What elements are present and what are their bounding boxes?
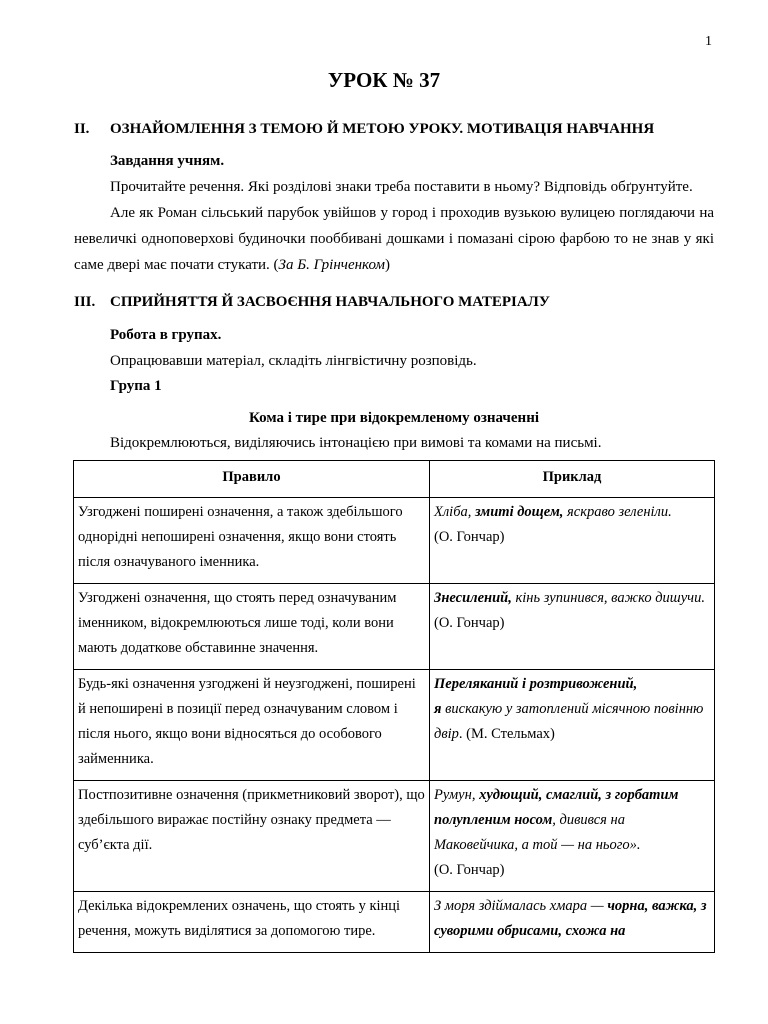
example-cell: Знесилений, кінь зупинився, важко дишучи. (О. Гончар): [430, 584, 715, 670]
group-label: Група 1: [110, 378, 162, 394]
rule-cell: Узгоджені поширені означення, а також здебільшого однорідні непоширені означення, якщо вони стоять після означуваного іменника.: [74, 498, 430, 584]
rule-cell: Узгоджені означення, що стоять перед означуваним іменником, відокремлюються лише тоді, коли вони мають додаткове обставинне значення.: [74, 584, 430, 670]
section-number: III.: [74, 294, 96, 310]
header-example: Приклад: [430, 461, 715, 498]
rule-cell: Постпозитивне означення (прикметниковий зворот), що здебільшого виражає постійну ознаку предмета — суб’єкта дії.: [74, 781, 430, 892]
task-sentence: [74, 200, 714, 278]
section-heading-3: [74, 294, 714, 311]
topic-title: Кома і тире при відокремленому означенні: [248, 410, 540, 426]
task-text: Прочитайте речення. Які розділові знаки треба поставити в ньому? Відповідь обґрунтуйте.: [110, 179, 693, 195]
table-row: [74, 781, 715, 892]
sentence-source: За Б. Грінченком: [278, 257, 385, 273]
sentence-text: Але як Роман сільський парубок увійшов у город і проходив вузькою вулицею поглядаючи на невеличкі одноповерхові будиночки пооббивані дошками і помазані сірою фарбою то не знав у які саме двері має почати стукати. (: [74, 205, 714, 273]
table-row: [74, 670, 715, 781]
task-label: Завдання учням.: [110, 153, 225, 169]
lesson-title: УРОК № 37: [327, 68, 441, 92]
example-cell: Хліба, змиті дощем, яскраво зеленіли. (О. Гончар): [430, 498, 715, 584]
page-number: 1: [705, 34, 712, 49]
work-text: Опрацювавши матеріал, складіть лінгвістичну розповідь.: [110, 353, 477, 369]
table-row: [74, 498, 715, 584]
table-row: [74, 892, 715, 953]
rule-cell: Будь-які означення узгоджені й неузгоджені, поширені й непоширені в позиції перед означуваним словом і після нього, якщо вони відносяться до особового займенника.: [74, 670, 430, 781]
rule-cell: Декілька відокремлених означень, що стоять у кінці речення, можуть виділятися за допомогою тире.: [74, 892, 430, 953]
rules-table: [73, 460, 715, 953]
table-header-row: [74, 461, 715, 498]
work-label: Робота в групах.: [110, 327, 222, 343]
example-cell: Румун, худющий, смаглий, з горбатим полупленим носом, дивився на Маковейчика, а той — на нього». (О. Гончар): [430, 781, 715, 892]
sentence-source-close: ): [385, 257, 390, 273]
topic-text: Відокремлюються, виділяючись інтонацією при вимові та комами на письмі.: [110, 435, 602, 451]
section-heading-2: [74, 121, 714, 138]
example-cell: Переляканий і розтривожений, я вискакую у затоплений місячною повінню двір. (М. Стельмах): [430, 670, 715, 781]
section-title: СПРИЙНЯТТЯ Й ЗАСВОЄННЯ НАВЧАЛЬНОГО МАТЕРІАЛУ: [110, 294, 550, 310]
section-title: ОЗНАЙОМЛЕННЯ З ТЕМОЮ Й МЕТОЮ УРОКУ. МОТИВАЦІЯ НАВЧАННЯ: [110, 121, 655, 137]
header-rule: Правило: [74, 461, 430, 498]
table-row: [74, 584, 715, 670]
section-number: II.: [74, 121, 90, 137]
example-cell: З моря здіймалась хмара — чорна, важка, з суворими обрисами, схожа на: [430, 892, 715, 953]
